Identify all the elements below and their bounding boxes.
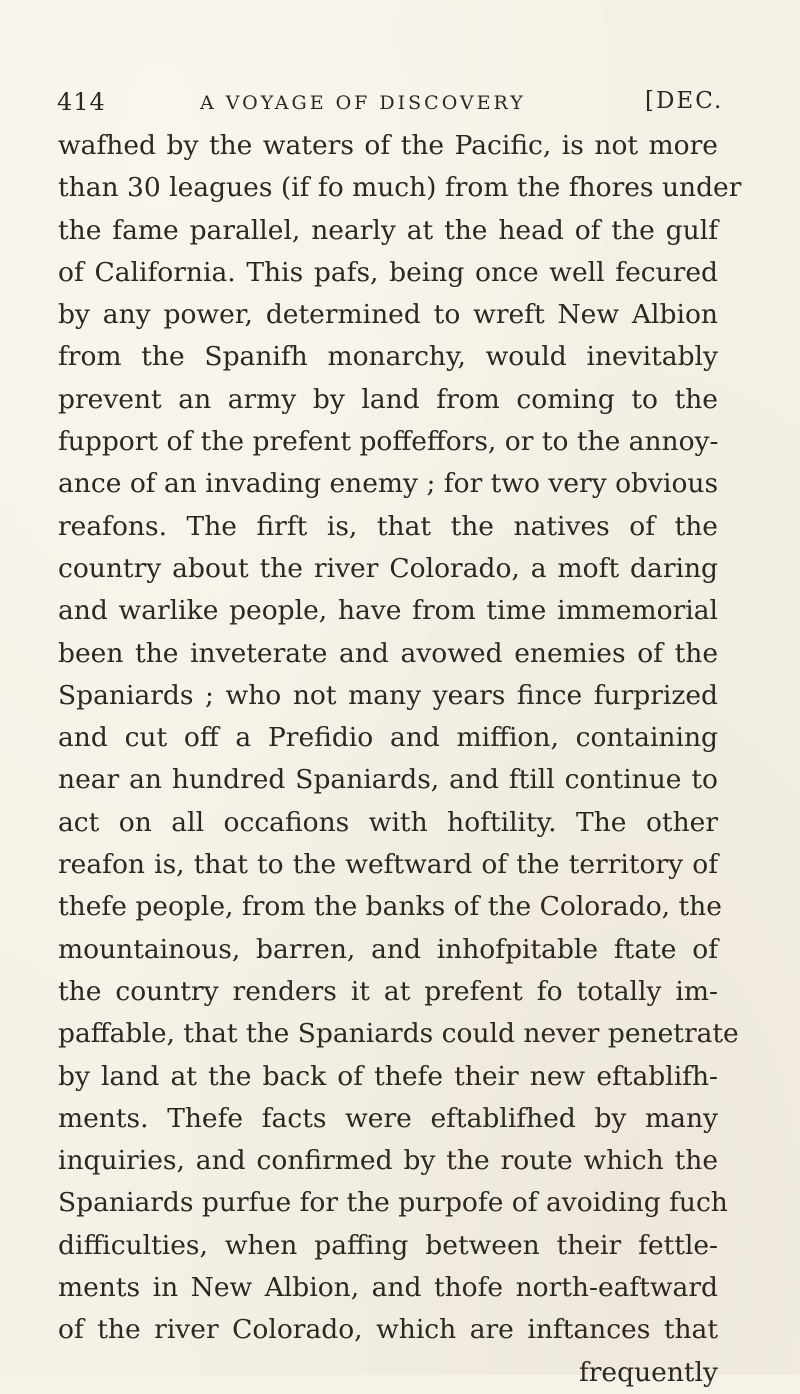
text-line: of California. This pafs, being once well fecured [58, 256, 718, 288]
text-line: near an hundred Spaniards, and ftill continue to [58, 764, 718, 796]
text-line: by land at the back of thefe their new eftablifh- [58, 1060, 718, 1092]
page-number: 414 [57, 88, 106, 116]
running-head-date: [DEC. [645, 88, 724, 114]
text-line: ments in New Albion, and thofe north-eaftward [58, 1272, 718, 1304]
text-line: prevent an army by land from coming to the [58, 383, 718, 415]
text-line: from the Spanifh monarchy, would inevitably [58, 341, 718, 373]
text-line: the fame parallel, nearly at the head of the gulf [58, 214, 718, 246]
text-line: and cut off a Prefidio and miffion, containing [58, 722, 718, 754]
text-line: mountainous, barren, and inhofpitable ftate of [58, 933, 718, 965]
text-line: Spaniards purfue for the purpofe of avoiding fuch [58, 1187, 728, 1219]
text-line: by any power, determined to wreft New Albion [58, 299, 718, 331]
text-line: difficulties, when paffing between their fettle- [58, 1229, 718, 1261]
text-line: Spaniards ; who not many years fince furprized [58, 679, 718, 711]
running-head [0, 88, 800, 128]
running-title: A VOYAGE OF DISCOVERY [200, 92, 526, 114]
text-line: ments. Thefe facts were eftablifhed by many [58, 1102, 718, 1134]
text-line: of the river Colorado, which are inftances that [58, 1314, 718, 1346]
text-line: and warlike people, have from time immemorial [58, 595, 718, 627]
text-line: country about the river Colorado, a moft daring [58, 552, 718, 584]
text-line: paffable, that the Spaniards could never penetrate [58, 1018, 739, 1050]
text-line: the country renders it at prefent fo totally im- [58, 975, 718, 1007]
text-line: thefe people, from the banks of the Colorado, the [58, 891, 722, 923]
text-line: ance of an invading enemy ; for two very obvious [58, 468, 719, 500]
body-text [58, 125, 742, 1394]
text-line: than 30 leagues (if fo much) from the fhores under [58, 172, 742, 204]
text-line: reafon is, that to the weftward of the territory of [58, 849, 718, 881]
text-line: been the inveterate and avowed enemies of the [58, 637, 718, 669]
text-line: wafhed by the waters of the Pacific, is not more [58, 130, 718, 161]
text-line: reafons. The firft is, that the natives of the [58, 510, 718, 542]
catchword: frequently [578, 1356, 718, 1388]
text-line: inquiries, and confirmed by the route which the [58, 1145, 718, 1177]
text-line: act on all occafions with hoftility. The other [58, 806, 718, 838]
text-line: fupport of the prefent poffeffors, or to the annoy- [58, 426, 719, 458]
